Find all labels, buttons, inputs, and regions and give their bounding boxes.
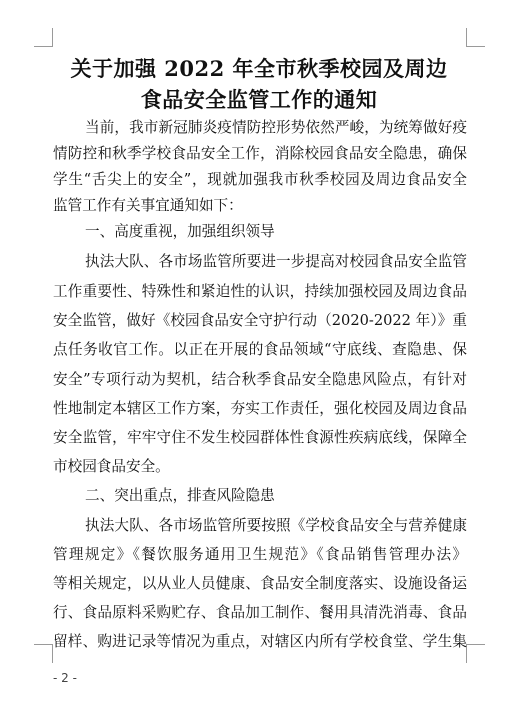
paragraph-1-line: 监管工作有关事宜通知如下： [53, 197, 243, 214]
crop-mark-top-left [34, 28, 53, 47]
section-heading-1: 一、高度重视，加强组织领导 [85, 223, 275, 240]
paragraph-1-line: 当前，我市新冠肺炎疫情防控形势依然严峻，为统筹做好疫 [85, 119, 467, 136]
paragraph-2-line: 安全监管，牢牢守住不发生校园群体性食源性疾病底线，保障全 [53, 429, 467, 446]
crop-mark-bottom-left [34, 644, 53, 663]
paragraph-2-line: 点任务收官工作。以正在开展的食品领域“守底线、查隐患、保 [53, 341, 467, 358]
crop-mark-bottom-right [466, 644, 485, 663]
paragraph-1-line: 学生“舌尖上的安全”，现就加强我市秋季校园及周边食品安全 [53, 171, 467, 188]
paragraph-2-line: 执法大队、各市场监管所要进一步提高对校园食品安全监管 [85, 253, 467, 270]
crop-mark-top-right [466, 28, 485, 47]
paragraph-2-line: 工作重要性、特殊性和紧迫性的认识，持续加强校园及周边食品 [53, 283, 467, 300]
paragraph-2-line: 性地制定本辖区工作方案，夯实工作责任，强化校园及周边食品 [53, 400, 467, 417]
section-heading-2: 二、突出重点，排查风险隐患 [85, 487, 275, 504]
paragraph-2-line: 安全”专项行动为契机，结合秋季食品安全隐患风险点，有针对 [53, 371, 467, 388]
paragraph-3-line: 管理规定》《餐饮服务通用卫生规范》《食品销售管理办法》 [53, 546, 467, 563]
paragraph-2-line: 安全监管，做好《校园食品安全守护行动（2020-2022 年）》重 [53, 312, 467, 329]
document-title-line-2: 食品安全监管工作的通知 [140, 87, 378, 112]
page-number: - 2 - [53, 671, 77, 685]
paragraph-3-line: 执法大队、各市场监管所要按照《学校食品安全与营养健康 [85, 517, 467, 534]
document-title-line-1: 关于加强 2022 年全市秋季校园及周边 [70, 56, 448, 81]
paragraph-1-line: 情防控和秋季学校食品安全工作，消除校园食品安全隐患，确保 [53, 145, 467, 162]
paragraph-3-line: 行、食品原料采购贮存、食品加工制作、餐用具清洗消毒、食品 [53, 604, 467, 621]
paragraph-3-line: 等相关规定，以从业人员健康、食品安全制度落实、设施设备运 [53, 575, 467, 592]
paragraph-2-line: 市校园食品安全。 [53, 458, 170, 475]
paragraph-3-line: 留样、购进记录等情况为重点，对辖区内所有学校食堂、学生集 [53, 633, 467, 650]
